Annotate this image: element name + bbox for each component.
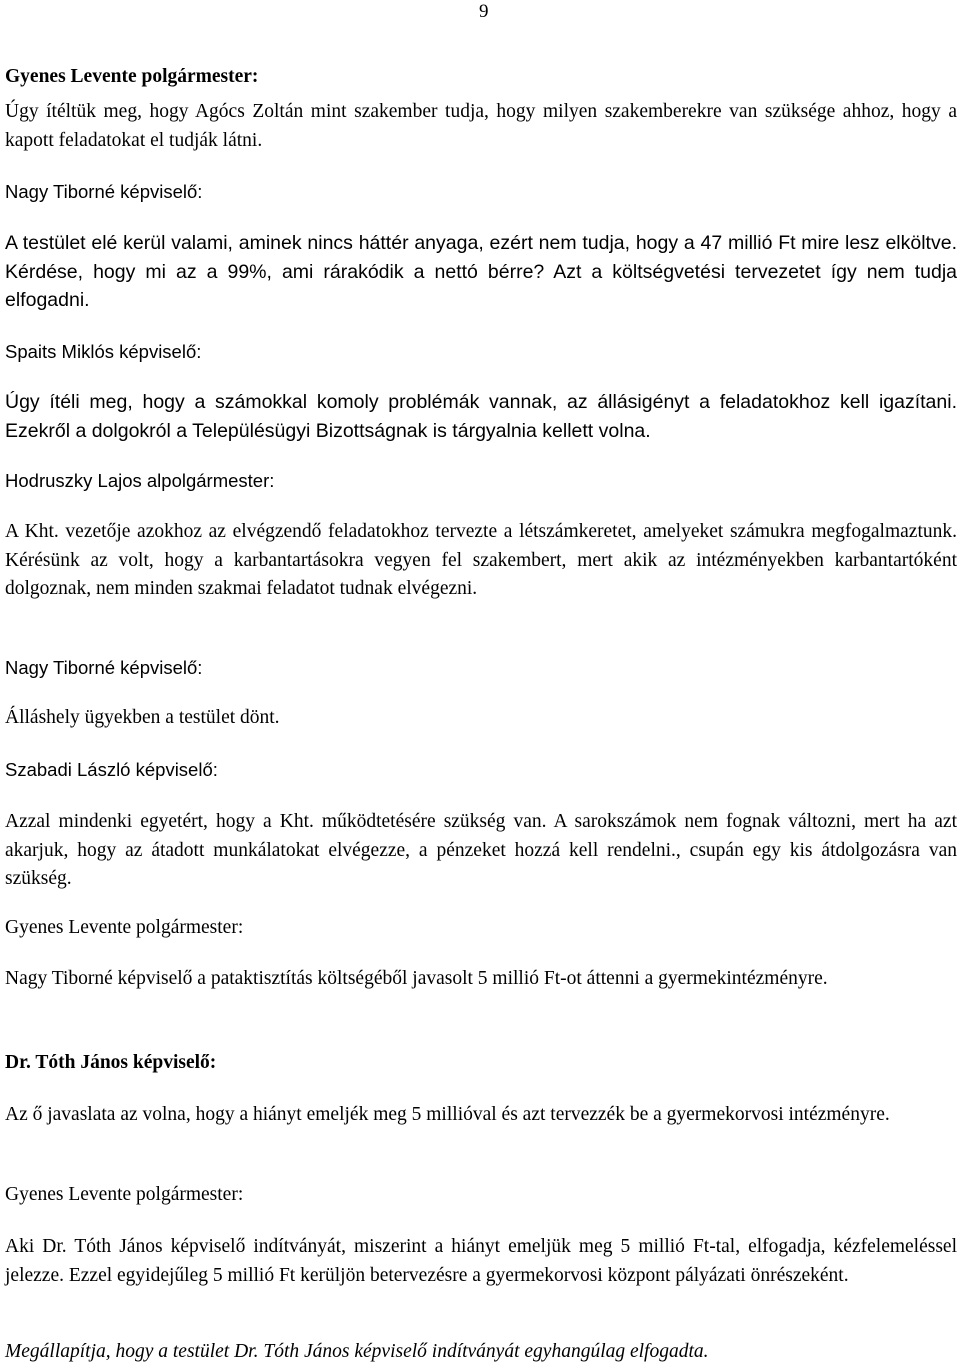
resolution-statement: Megállapítja, hogy a testület Dr. Tóth János képviselő indítványát egyhangúlag elfogadta.: [5, 1341, 709, 1362]
speech-paragraph: Úgy ítéli meg, hogy a számokkal komoly problémák vannak, az állásigényt a feladatokhoz kell igazítani. Ezekről a dolgokról a Településügyi Bizottságnak is tárgyalnia kellett volna.: [5, 391, 957, 442]
speaker-label: Gyenes Levente polgármester:: [5, 1184, 244, 1205]
speech-paragraph: Azzal mindenki egyetért, hogy a Kht. működtetésére szükség van. A sarokszámok nem fognak változni, mert ha azt akarjuk, hogy az átadott munkálatokat elvégezze, a pénzeket hozzá kell rendelni., csupán egy kis átdolgozásra van szükség.: [5, 811, 957, 889]
document-page: [5, 0, 957, 1368]
speech-paragraph: Nagy Tiborné képviselő a pataktisztítás költségéből javasolt 5 millió Ft-ot áttenni a gyermekintézményre.: [5, 968, 828, 989]
speaker-label: Gyenes Levente polgármester:: [5, 66, 259, 87]
speech-paragraph: A Kht. vezetője azokhoz az elvégzendő feladatokhoz tervezte a létszámkeretet, amelyeket számukra megfogalmaztunk. Kérésünk az volt, hogy a karbantartásokra vegyen fel szakembert, mert akik az intézményekben karbantartóként dolgoznak, nem minden szakmai feladatot tudnak elvégezni.: [5, 521, 957, 599]
speaker-label: Hodruszky Lajos alpolgármester:: [5, 470, 275, 491]
speech-paragraph: Álláshely ügyekben a testület dönt.: [5, 707, 280, 728]
speech-paragraph: A testület elé kerül valami, aminek nincs háttér anyaga, ezért nem tudja, hogy a 47 millió Ft mire lesz elköltve. Kérdése, hogy mi az a 99%, ami rárakódik a nettó bérre? Azt a költségvetési tervezetet így nem tudja elfogadni.: [5, 232, 957, 311]
speaker-label: Szabadi László képviselő:: [5, 759, 218, 780]
speaker-label: Spaits Miklós képviselő:: [5, 341, 202, 362]
speech-paragraph: Úgy ítéltük meg, hogy Agócs Zoltán mint szakember tudja, hogy milyen szakemberekre van szüksége ahhoz, hogy a kapott feladatokat el tudják látni.: [5, 101, 957, 151]
speaker-label: Dr. Tóth János képviselő:: [5, 1052, 217, 1073]
speech-paragraph: Az ő javaslata az volna, hogy a hiányt emeljék meg 5 millióval és azt tervezzék be a gyermekorvosi intézményre.: [5, 1104, 890, 1125]
speaker-label: Gyenes Levente polgármester:: [5, 917, 244, 938]
speaker-label: Nagy Tiborné képviselő:: [5, 657, 203, 678]
speech-paragraph: Aki Dr. Tóth János képviselő indítványát, miszerint a hiányt emeljük meg 5 millió Ft-tal, elfogadja, kézfelemeléssel jelezze. Ezzel egyidejűleg 5 millió Ft kerüljön betervezésre a gyermekorvosi központ pályázati önrészeként.: [5, 1236, 957, 1286]
page-number: 9: [479, 1, 489, 22]
speaker-label: Nagy Tiborné képviselő:: [5, 181, 203, 202]
